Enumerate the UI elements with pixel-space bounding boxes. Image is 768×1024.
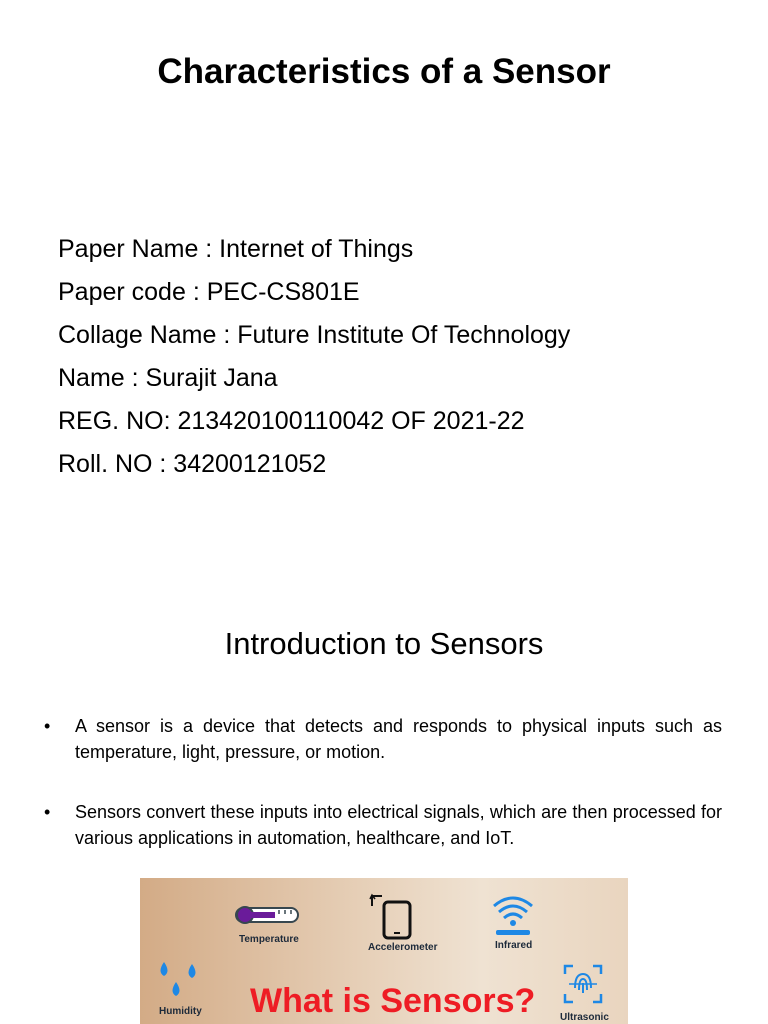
temperature-label: Temperature xyxy=(239,934,299,945)
water-drops-icon xyxy=(154,960,204,1004)
student-name: Name : Surajit Jana xyxy=(58,364,278,392)
humidity-label: Humidity xyxy=(159,1006,202,1017)
bullet-dot: • xyxy=(44,802,51,822)
paper-info-list xyxy=(58,228,570,486)
bullet-text: A sensor is a device that detects and responds to physical inputs such as temperature, light, pressure, or motion. xyxy=(75,716,722,762)
ultrasonic-label: Ultrasonic xyxy=(560,1012,609,1023)
slide-heading: Introduction to Sensors xyxy=(224,626,544,661)
paper-name: Paper Name : Internet of Things xyxy=(58,235,414,263)
bullet-item xyxy=(44,799,722,851)
banner-headline: What is Sensors? xyxy=(250,982,536,1020)
bullet-text: Sensors convert these inputs into electrical signals, which are then processed for various applications in automation, healthcare, and IoT. xyxy=(75,802,722,848)
slide-title: Characteristics of a Sensor xyxy=(157,52,611,91)
paper-code: Paper code : PEC-CS801E xyxy=(58,278,360,306)
infrared-label: Infrared xyxy=(495,940,533,951)
bullet-item xyxy=(44,713,722,765)
bullet-dot: • xyxy=(44,716,51,736)
sensors-banner xyxy=(140,878,628,1024)
roll-number: Roll. NO : 34200121052 xyxy=(58,450,327,478)
accelerometer-label: Accelerometer xyxy=(368,942,438,953)
thermometer-icon xyxy=(233,900,301,930)
registration-number: REG. NO: 213420100110042 OF 2021-22 xyxy=(58,407,525,435)
infrared-signal-icon xyxy=(490,892,536,936)
intro-slide xyxy=(0,576,768,1024)
college-name: Collage Name : Future Institute Of Technology xyxy=(58,321,571,349)
fingerprint-scan-icon xyxy=(563,964,603,1004)
smartphone-icon xyxy=(368,892,416,942)
bullet-list xyxy=(44,713,722,885)
